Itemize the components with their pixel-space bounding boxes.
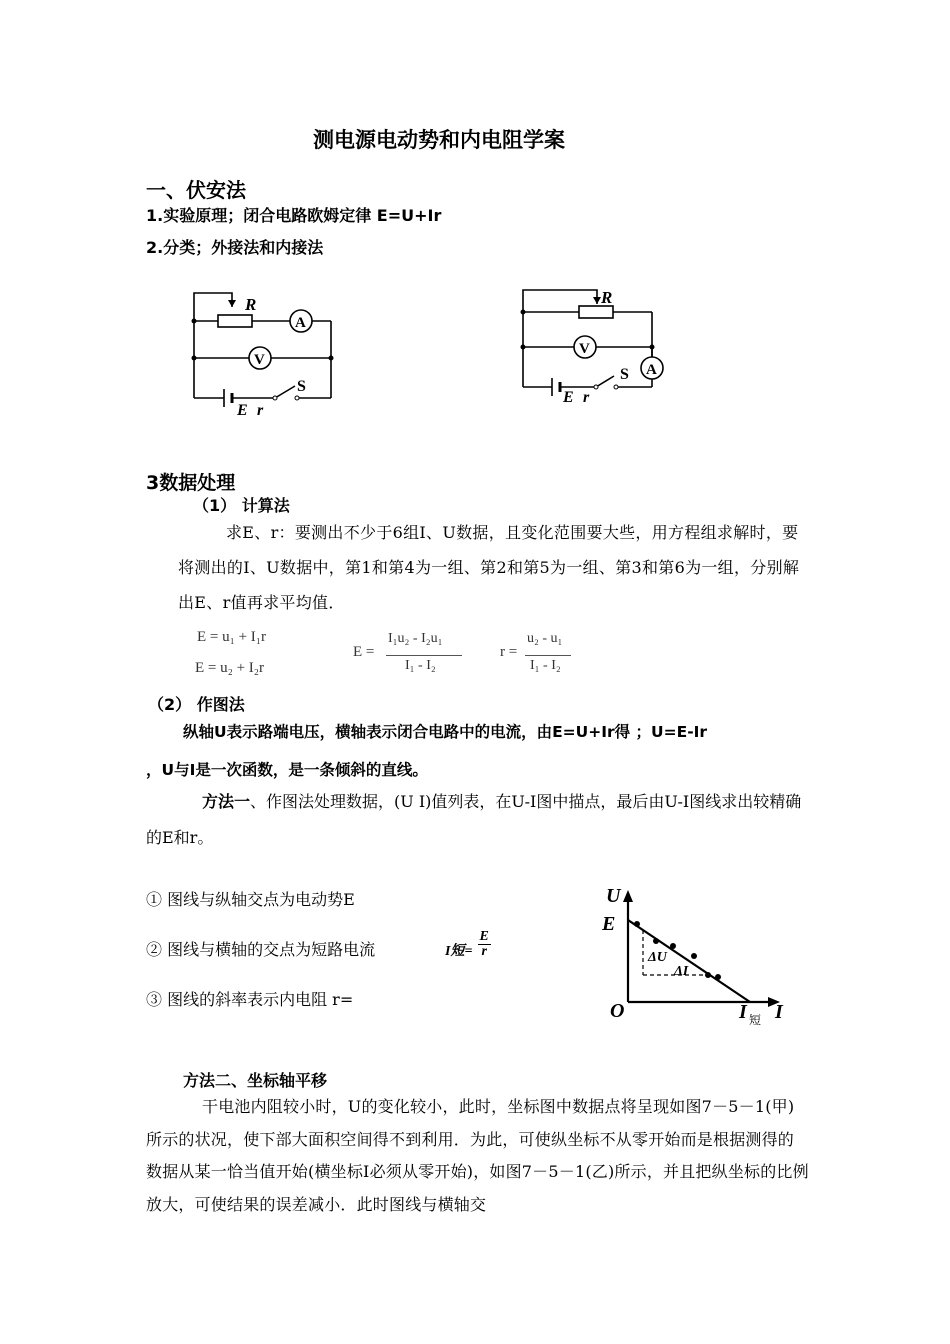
formula-equation-2: E = u₂ + I₂r [195, 660, 265, 676]
short-current-den: r [481, 944, 487, 959]
u-i-graph [598, 880, 798, 1030]
resistance-label: r [257, 402, 264, 419]
data-processing-heading: 3数据处理 [146, 472, 236, 494]
principle-line: 1.实验原理；闭合电路欧姆定律 E=U+Ir [146, 206, 442, 225]
formula-r-numerator: u₂ - u₁ [527, 631, 563, 646]
rheostat-label: R [245, 295, 257, 314]
method-one-paragraph [146, 784, 811, 856]
graph-explanation-line-2: ，U与I是一次函数，是一条倾斜的直线。 [146, 761, 428, 779]
method-one-label: 方法一 [202, 792, 251, 811]
circuit-diagram-external [180, 285, 350, 420]
graph-method-heading: （2） 作图法 [148, 695, 245, 714]
formula-e-denominator: I₁ - I₂ [405, 658, 436, 673]
graph-explanation-line-1: 纵轴U表示路端电压，横轴表示闭合电路中的电流，由E=U+Ir得 ；U=E-Ir [183, 723, 708, 741]
circuit-diagram-internal [512, 283, 697, 413]
point-slope: ③ 图线的斜率表示内电阻 r= [146, 990, 354, 1009]
ammeter-label: A [646, 362, 657, 378]
formula-e-numerator: I₁u₂ - I₂u₁ [388, 631, 443, 646]
delta-i-label: ΔI [674, 964, 689, 979]
switch-label: S [297, 378, 306, 395]
fraction-bar [525, 655, 571, 656]
formula-r-denominator: I₁ - I₂ [530, 658, 561, 673]
voltmeter-label: V [254, 352, 265, 368]
emf-label: E [563, 389, 574, 406]
e-intercept-label: E [602, 913, 616, 935]
method-two-paragraph: 干电池内阻较小时，U的变化较小，此时，坐标图中数据点将呈现如图7－5－1(甲)所示的状况，使下部大面积空间得不到利用．为此，可使纵坐标不从零开始而是根据测得的数据从某一恰当值开始(横坐标I必须从零开始)，如图7－5－1(乙)所示，并且把纵坐标的比例放大，可使结果的误差减小．此时图线与横轴交 [146, 1097, 809, 1214]
rheostat-label: R [601, 288, 613, 307]
point-short-current: ② 图线与横轴的交点为短路电流 [146, 940, 376, 959]
short-current-formula [445, 930, 491, 959]
method-two-heading: 方法二、坐标轴平移 [183, 1071, 328, 1090]
page-title: 测电源电动势和内电阻学案 [313, 128, 565, 152]
calc-method-heading: （1） 计算法 [193, 496, 290, 515]
emf-label: E [237, 402, 248, 419]
switch-label: S [620, 366, 629, 383]
section-heading-voltammetry: 一、伏安法 [146, 178, 246, 202]
short-current-axis-label: I [739, 1001, 747, 1023]
formula-r-lhs: r = [500, 644, 518, 660]
short-current-lhs: I短= [445, 944, 473, 959]
formula-e-lhs: E = [353, 644, 375, 660]
point-emf: ① 图线与纵轴交点为电动势E [146, 890, 355, 909]
formula-equation-1: E = u₁ + I₁r [197, 629, 267, 645]
voltmeter-label: V [579, 341, 590, 357]
origin-label: O [610, 1000, 625, 1022]
fraction-bar [386, 655, 462, 656]
classification-line: 2.分类；外接法和内接法 [146, 238, 324, 257]
delta-u-label: ΔU [648, 950, 667, 965]
calc-method-paragraph: 求E、r：要测出不少于6组I、U数据，且变化范围要大些，用方程组求解时，要将测出的I、U数据中，第1和第4为一组、第2和第5为一组、第3和第6为一组，分别解出E、r值再求平均值． [178, 523, 800, 612]
short-subscript: 短 [749, 1013, 762, 1027]
short-current-num: E [479, 929, 489, 944]
method-one-text: 、作图法处理数据，(U I)值列表，在U-I图中描点，最后由U-I图线求出较精确的E和r。 [146, 792, 802, 847]
u-axis-label: U [606, 885, 621, 907]
resistance-label: r [583, 389, 590, 406]
i-axis-label: I [775, 1001, 783, 1023]
ammeter-label: A [295, 315, 306, 331]
